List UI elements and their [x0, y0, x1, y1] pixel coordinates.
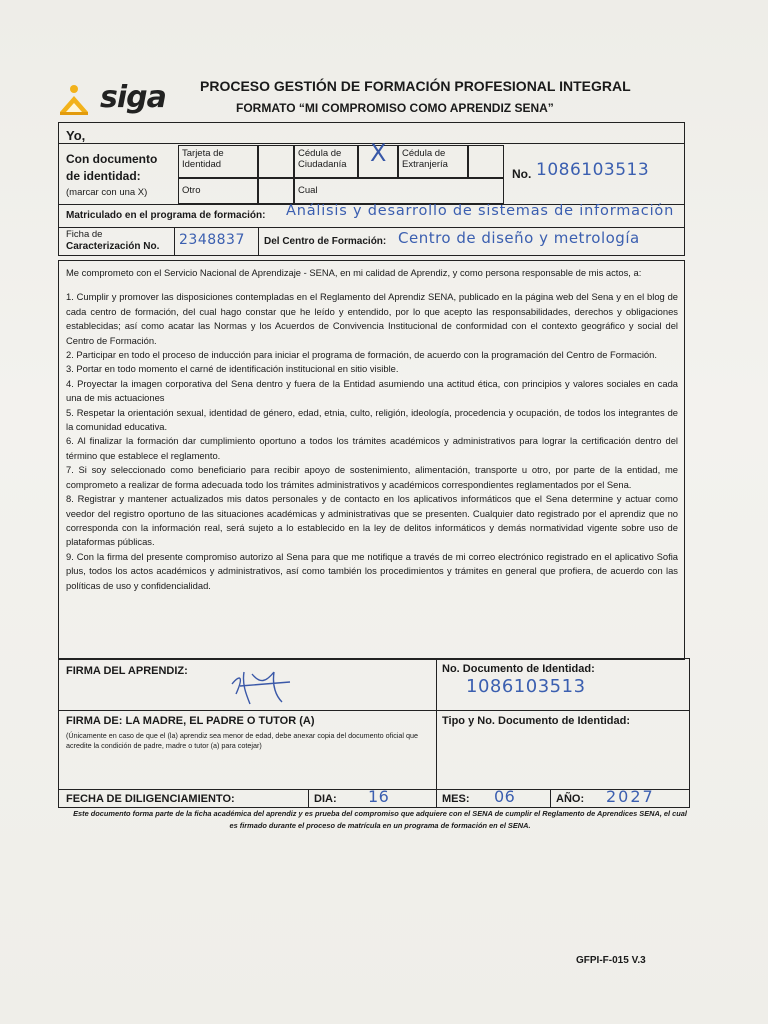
tutor-doc-label: Tipo y No. Documento de Identidad:: [442, 715, 631, 727]
mes-label: MES:: [442, 793, 470, 805]
ficha-label-1: Ficha de: [66, 229, 103, 240]
doc-number-label: No.: [512, 167, 532, 181]
footer-note: Este documento forma parte de la ficha académica del aprendiz y es prueba del compromiso que adquiere con el SENA de cumplir el Reglamento de Aprendices SENA, el cual es firmado durante el proceso de matrícula en un programa de formación en el SENA.: [73, 809, 687, 830]
form-subtitle: FORMATO “MI COMPROMISO COMO APRENDIZ SENA”: [236, 101, 554, 115]
commitment-text: [66, 266, 678, 593]
dia-label: DIA:: [314, 793, 337, 805]
cedula-extranjeria-label: Cédula de Extranjería: [402, 148, 448, 170]
form-title: PROCESO GESTIÓN DE FORMACIÓN PROFESIONAL INTEGRAL: [200, 78, 631, 94]
aprendiz-doc-value[interactable]: 1086103513: [466, 676, 586, 697]
ficha-value[interactable]: 2348837: [179, 232, 245, 248]
commitment-item-2: 2. Participar en todo el proceso de inducción para iniciar el programa de formación, de acuerdo con la programación del Centro de Formación.: [66, 349, 657, 361]
ano-value[interactable]: 2027: [606, 787, 655, 806]
cual-label: Cual: [298, 185, 318, 196]
tarjeta-check[interactable]: [258, 145, 294, 178]
aprendiz-signature-label: FIRMA DEL APRENDIZ:: [66, 665, 188, 677]
sena-siga-logo: [56, 80, 176, 120]
commitment-item-5: 5. Respetar la orientación sexual, identidad de género, edad, etnia, culto, religión, ideología, procedencia y ocupación, de todos los integrantes de la comunidad educativa.: [66, 406, 678, 433]
cedula-ciudadania-cell: [294, 145, 358, 178]
doc-label-2: de identidad:: [66, 169, 141, 183]
aprendiz-signature[interactable]: [220, 664, 330, 708]
cedula-extranjeria-cell: [398, 145, 468, 178]
commitment-item-8: 8. Registrar y mantener actualizados mis datos personales y de contacto en los aplicativos informáticos que el Sena determine y actuar como veedor del registro oportuno de las situaciones académicas y administrativas que se presenten. Cualquier dato registrado por el aprendiz que no corresponda con la información real, será sujeto a lo establecido en la ley de delitos informáticos y demás normatividad vigente sobre uso de plataformas públicas.: [66, 493, 678, 548]
siga-logo-text: siga: [100, 80, 166, 115]
otro-check[interactable]: [258, 178, 294, 204]
commitment-item-7: 7. Si soy seleccionado como beneficiario para recibir apoyo de sostenimiento, alimentación, transporte u otro, por parte de la entidad, me comprometo a realizar de forma adecuada todo los trámites administrativos y académicos correspondientes reglamentados por el Sena.: [66, 464, 678, 490]
yo-label: Yo,: [66, 128, 86, 143]
cedula-ciudadania-check[interactable]: [358, 139, 398, 178]
doc-label-1: Con documento: [66, 152, 158, 166]
cual-cell: [294, 178, 504, 204]
commitment-item-1: 1. Cumplir y promover las disposiciones contempladas en el Reglamento del Aprendiz SENA, publicado en la página web del Sena y en el blog de cada centro de formación, del cual hago constar que he leído y entendido, por lo que acepto las responsabilidades, derechos y obligaciones establecidas; así como acatar las Normas y los Acuerdos de Convivencia Institucional de conformidad con el contexto geográfico y social del Centro de Formación.: [66, 291, 678, 346]
aprendiz-doc-label: No. Documento de Identidad:: [442, 663, 595, 675]
tarjeta-cell: [178, 145, 258, 178]
ano-label: AÑO:: [556, 793, 585, 805]
program-label: Matriculado en el programa de formación:: [66, 210, 266, 221]
mes-value[interactable]: 06: [494, 787, 516, 806]
doc-number-value[interactable]: 1086103513: [536, 160, 650, 180]
form-code: GFPI-F-015 V.3: [576, 955, 646, 966]
ficha-label-2: Caracterización No.: [66, 241, 160, 252]
cedula-mark: X: [370, 139, 387, 167]
cedula-extranjeria-check[interactable]: [468, 145, 504, 178]
dia-value[interactable]: 16: [368, 787, 390, 806]
cedula-ciudadania-label: Cédula de Ciudadanía: [298, 148, 347, 170]
doc-hint: (marcar con una X): [66, 187, 148, 198]
otro-label: Otro: [182, 185, 201, 196]
commitment-intro: Me comprometo con el Servicio Nacional de Aprendizaje - SENA, en mi calidad de Aprendiz, y como persona responsable de mis actos, a:: [66, 267, 642, 278]
sena-logo-icon: [56, 82, 92, 118]
commitment-item-9: 9. Con la firma del presente compromiso autorizo al Sena para que me notifique a través de mi correo electrónico registrado en el aplicativo Sofia plus, todos los actos académicos y administrativos, así como también los procedimientos y trámites en general que profiera, de acuerdo con las políticas de uso y confidencialidad.: [66, 550, 678, 591]
otro-cell: [178, 178, 258, 204]
commitment-item-4: 4. Proyectar la imagen corporativa del Sena dentro y fuera de la Entidad asumiendo una actitud ética, con principios y valores sociales en cada una de mis actuaciones: [66, 377, 678, 404]
centro-label: Del Centro de Formación:: [264, 236, 387, 247]
tutor-signature-label: FIRMA DE: LA MADRE, EL PADRE O TUTOR (A): [66, 715, 315, 727]
centro-value[interactable]: Centro de diseño y metrología: [398, 229, 640, 247]
tarjeta-label: Tarjeta de Identidad: [182, 148, 224, 170]
tutor-note: (Únicamente en caso de que el (la) aprendiz sea menor de edad, debe anexar copia del documento oficial que acredite la condición de padre, madre o tutor (a) para cotejar): [66, 731, 419, 750]
program-value[interactable]: Análisis y desarrollo de sistemas de información: [286, 203, 675, 219]
commitment-item-6: 6. Al finalizar la formación dar cumplimiento oportuno a todos los trámites académicos y administrativos para lograr la certificación dentro del término que establece el reglamento.: [66, 435, 678, 461]
commitment-item-3: 3. Portar en todo momento el carné de identificación institucional en sitio visible.: [66, 363, 399, 375]
date-label: FECHA DE DILIGENCIAMIENTO:: [66, 793, 235, 805]
